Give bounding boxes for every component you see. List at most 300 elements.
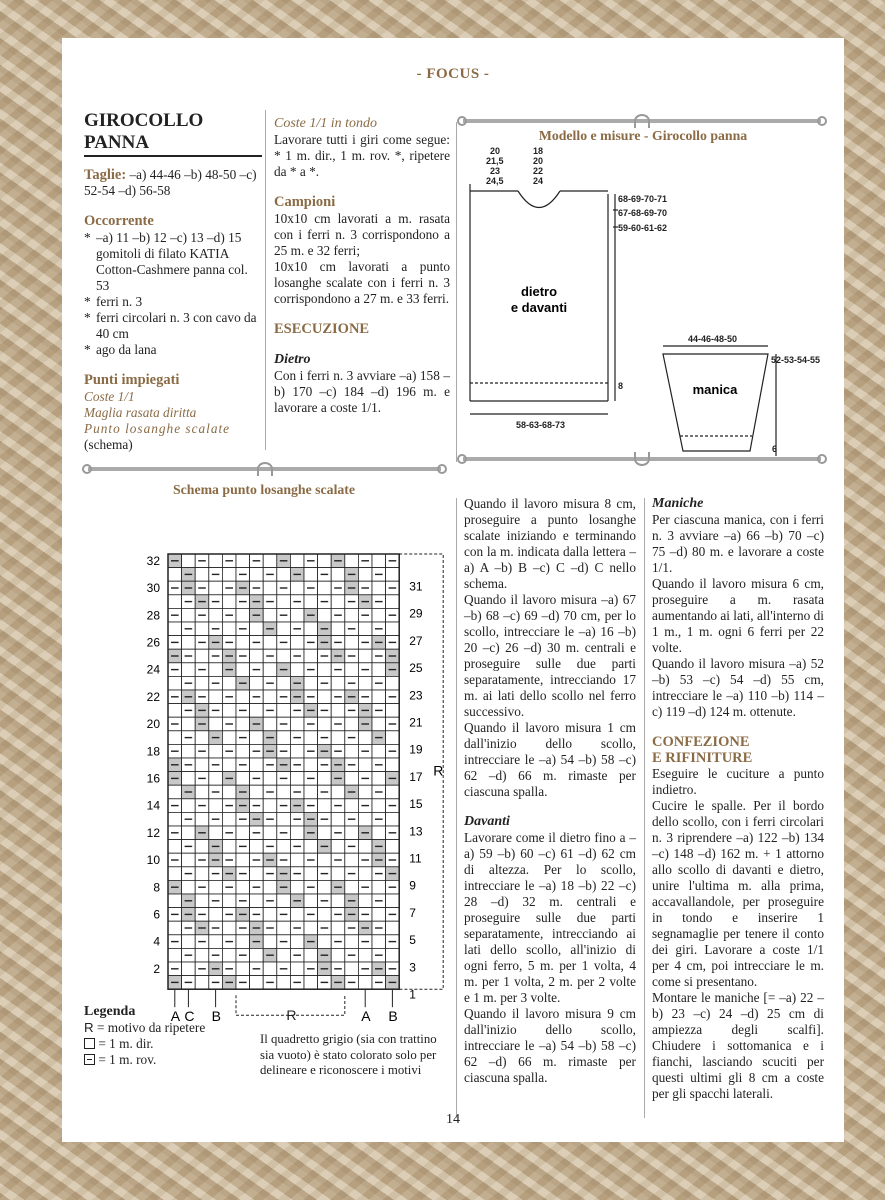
chart-cell xyxy=(372,826,386,840)
chart-cell xyxy=(304,568,318,582)
row-number-right: 9 xyxy=(409,878,416,893)
chart-cell xyxy=(331,731,345,745)
repeat-label: R xyxy=(433,762,444,779)
chart-cell xyxy=(318,880,332,894)
schema-title: Schema punto losanghe scalate xyxy=(172,482,356,497)
chart-cell xyxy=(250,948,264,962)
chart-cell xyxy=(345,744,359,758)
column-letter: A xyxy=(170,1008,181,1024)
divider xyxy=(644,498,645,1118)
chart-cell xyxy=(222,894,236,908)
chart-cell xyxy=(222,704,236,718)
chart-cell xyxy=(195,840,209,854)
chart-cell xyxy=(277,812,291,826)
material-item: * –a) 11 –b) 12 –c) 13 –d) 15 gomitoli di filato KATIA Cotton-Cashmere panna col. 53 xyxy=(84,230,262,294)
chart-cell xyxy=(318,663,332,677)
stitch-item: Maglia rasata diritta xyxy=(84,405,197,420)
chart-cell xyxy=(358,840,372,854)
row-number-right: 19 xyxy=(409,742,423,757)
chart-cell xyxy=(290,554,304,568)
chart-cell xyxy=(290,608,304,622)
chart-cell xyxy=(318,581,332,595)
chart-cell xyxy=(263,935,277,949)
chart-cell xyxy=(168,840,182,854)
chart-cell xyxy=(304,948,318,962)
chart-cell xyxy=(236,744,250,758)
chart-cell xyxy=(263,799,277,813)
chart-cell xyxy=(290,717,304,731)
row-number-right: 17 xyxy=(409,769,423,784)
chart-cell xyxy=(182,554,196,568)
chart-cell xyxy=(168,948,182,962)
model-diagram xyxy=(458,146,828,456)
chart-cell xyxy=(195,867,209,881)
legend-note: Il quadretto grigio (sia con trattino sia vuoto) è stato colorato solo per delineare e riconoscere i motivi xyxy=(260,1032,437,1077)
chart-cell xyxy=(277,921,291,935)
chart-cell xyxy=(386,568,400,582)
neck-left-num: 24,5 xyxy=(486,176,504,186)
chart-cell xyxy=(209,690,223,704)
chart-cell xyxy=(318,608,332,622)
chart-cell xyxy=(250,976,264,990)
chart-cell xyxy=(345,880,359,894)
chart-cell xyxy=(250,894,264,908)
chart-cell xyxy=(263,826,277,840)
chart-cell xyxy=(236,772,250,786)
chart-cell xyxy=(372,608,386,622)
stitch-item: Punto losanghe scalate xyxy=(84,421,231,436)
chart-cell xyxy=(250,758,264,772)
chart-cell xyxy=(277,568,291,582)
chart-cell xyxy=(386,840,400,854)
column-3 xyxy=(464,496,636,1086)
column-2 xyxy=(274,116,450,416)
repeat-label-bottom: R xyxy=(286,1007,297,1024)
chart-cell xyxy=(290,935,304,949)
row-number-right: 5 xyxy=(409,933,416,948)
body-label-1: dietro xyxy=(520,284,558,299)
column-letter: B xyxy=(388,1008,398,1024)
chart-cell xyxy=(290,581,304,595)
chart-cell xyxy=(236,935,250,949)
chart-cell xyxy=(182,608,196,622)
neck-right-num: 24 xyxy=(533,176,544,186)
row-number-left: 4 xyxy=(153,934,160,949)
chart-cell xyxy=(182,744,196,758)
chart-cell xyxy=(386,894,400,908)
chart-cell xyxy=(195,758,209,772)
chart-cell xyxy=(209,608,223,622)
chart-cell xyxy=(209,554,223,568)
chart-cell xyxy=(290,962,304,976)
row-number-left: 32 xyxy=(146,553,160,568)
ornament-top xyxy=(457,114,827,128)
chart-cell xyxy=(304,676,318,690)
sleeves-text-2: Quando il lavoro misura 6 cm, proseguire a m. rasata aumentando ai lati, all'interno di 1 m., 1 m. ogni 6 ferri per 22 volte. xyxy=(652,576,824,655)
ornament-mid-left xyxy=(82,462,447,476)
chart-cell xyxy=(263,581,277,595)
chart-cell xyxy=(358,758,372,772)
chart-cell xyxy=(304,595,318,609)
chart-cell xyxy=(236,962,250,976)
chart-cell xyxy=(318,853,332,867)
chart-cell xyxy=(222,840,236,854)
neck-left-num: 23 xyxy=(490,166,501,176)
chart-cell xyxy=(222,785,236,799)
row-number-left: 16 xyxy=(146,771,160,786)
column-1 xyxy=(84,110,262,453)
row-number-right: 29 xyxy=(409,606,423,621)
chart-cell xyxy=(372,799,386,813)
chart-cell xyxy=(331,894,345,908)
neck-left-num: 21,5 xyxy=(486,156,504,166)
chart-cell xyxy=(182,799,196,813)
chart-cell xyxy=(250,649,264,663)
chart-cell xyxy=(277,704,291,718)
chart-cell xyxy=(250,568,264,582)
chart-cell xyxy=(372,744,386,758)
chart-cell xyxy=(182,935,196,949)
chart-cell xyxy=(304,921,318,935)
chart-cell xyxy=(236,608,250,622)
chart-cell xyxy=(304,840,318,854)
chart-cell xyxy=(345,799,359,813)
chart-cell xyxy=(372,908,386,922)
chart-cell xyxy=(263,554,277,568)
materials-list xyxy=(84,230,262,358)
chart-cell xyxy=(182,636,196,650)
chart-cell xyxy=(209,908,223,922)
legend xyxy=(84,1004,254,1068)
chart-cell xyxy=(195,568,209,582)
chart-cell xyxy=(209,663,223,677)
height-3: 59-60-61-62 xyxy=(618,223,668,233)
column-4 xyxy=(652,496,824,1102)
back-text-cont: Quando il lavoro misura 8 cm, proseguire a punto losanghe scalate iniziando e terminando con la m. indicata dalla lettera –a) A –b) B –c) C –d) C nello schema. xyxy=(464,496,636,591)
finishing-text-1: Eseguire le cuciture a punto indietro. xyxy=(652,766,824,797)
chart-cell xyxy=(250,785,264,799)
chart-cell xyxy=(195,812,209,826)
gauge-label: Campioni xyxy=(274,194,336,210)
chart-cell xyxy=(358,867,372,881)
chart-cell xyxy=(236,663,250,677)
chart-cell xyxy=(304,649,318,663)
chart-cell xyxy=(222,812,236,826)
material-item: * ago da lana xyxy=(84,342,262,358)
chart-cell xyxy=(331,676,345,690)
chart-cell xyxy=(195,976,209,990)
chart-cell xyxy=(386,948,400,962)
chart-cell xyxy=(236,826,250,840)
row-number-left: 10 xyxy=(146,853,160,868)
row-number-right: 7 xyxy=(409,905,416,920)
chart-cell xyxy=(209,772,223,786)
chart-cell xyxy=(331,704,345,718)
chart-cell xyxy=(250,622,264,636)
row-number-left: 8 xyxy=(153,880,160,895)
stitch-chart xyxy=(92,514,452,1024)
front-text-2: Quando il lavoro misura 9 cm dall'inizio dello scollo, intrecciare le –a) 54 –b) 58 –c) 62 –d) 66 m. rimaste per ciascuna spalla. xyxy=(464,1006,636,1085)
chart-cell xyxy=(290,880,304,894)
chart-cell xyxy=(358,894,372,908)
chart-cell xyxy=(386,676,400,690)
model-title: Modello e misure - Girocollo panna xyxy=(538,128,748,143)
back-label: Dietro xyxy=(274,352,311,367)
chart-cell xyxy=(182,962,196,976)
neck-right-num: 22 xyxy=(533,166,544,176)
sleeves-text-1: Per ciascuna manica, con i ferri n. 3 avviare –a) 66 –b) 70 –c) 75 –d) 80 m. e lavorare a coste 1/1. xyxy=(652,512,824,575)
chart-cell xyxy=(331,595,345,609)
chart-cell xyxy=(358,976,372,990)
row-number-left: 6 xyxy=(153,907,160,922)
page-header: - FOCUS - xyxy=(416,66,490,82)
chart-cell xyxy=(277,840,291,854)
chart-cell xyxy=(372,935,386,949)
chart-cell xyxy=(290,853,304,867)
sleeve-rib: 6 xyxy=(772,444,778,454)
legend-text: = motivo da ripetere xyxy=(96,1020,206,1035)
body-label-2: e davanti xyxy=(510,300,568,315)
chart-cell xyxy=(386,758,400,772)
row-number-left: 24 xyxy=(146,662,160,677)
chart-cell xyxy=(195,894,209,908)
sleeves-text-3: Quando il lavoro misura –a) 52 –b) 53 –c) 54 –d) 55 cm, intrecciare le –a) 110 –b) 114 –c) 119 –d) 124 m. ottenute. xyxy=(652,656,824,719)
materials-label: Occorrente xyxy=(84,213,154,229)
chart-cell xyxy=(345,935,359,949)
chart-cell xyxy=(250,704,264,718)
legend-row-repeat xyxy=(84,1020,254,1036)
row-number-left: 22 xyxy=(146,689,160,704)
chart-cell xyxy=(168,785,182,799)
chart-cell xyxy=(331,812,345,826)
neck-right-num: 20 xyxy=(533,156,544,166)
chart-cell xyxy=(345,853,359,867)
page xyxy=(62,38,844,1142)
material-item: * ferri n. 3 xyxy=(84,294,262,310)
chart-cell xyxy=(386,785,400,799)
row-number-right: 3 xyxy=(409,960,416,975)
chart-cell xyxy=(345,663,359,677)
chart-cell xyxy=(304,622,318,636)
chart-cell xyxy=(318,717,332,731)
chart-cell xyxy=(318,554,332,568)
chart-cell xyxy=(318,908,332,922)
row-number-left: 28 xyxy=(146,608,160,623)
row-number-right: 21 xyxy=(409,715,423,730)
chart-cell xyxy=(318,772,332,786)
chart-cell xyxy=(358,785,372,799)
chart-cell xyxy=(331,568,345,582)
rib-round-text: Lavorare tutti i giri come segue: * 1 m. dir., 1 m. rov. *, ripetere da * a *. xyxy=(274,132,450,179)
chart-cell xyxy=(277,948,291,962)
chart-cell xyxy=(263,880,277,894)
chart-cell xyxy=(222,758,236,772)
chart-cell xyxy=(290,663,304,677)
chart-cell xyxy=(168,676,182,690)
chart-cell xyxy=(345,608,359,622)
chart-cell xyxy=(222,921,236,935)
chart-cell xyxy=(182,663,196,677)
chart-cell xyxy=(277,676,291,690)
neck-left-num: 20 xyxy=(490,146,501,156)
chart-cell xyxy=(263,636,277,650)
chart-cell xyxy=(386,731,400,745)
row-number-left: 26 xyxy=(146,635,160,650)
chart-cell xyxy=(277,649,291,663)
row-number-left: 14 xyxy=(146,798,160,813)
chart-cell xyxy=(331,622,345,636)
chart-cell xyxy=(290,744,304,758)
chart-cell xyxy=(222,622,236,636)
sleeves-label: Maniche xyxy=(652,496,704,511)
chart-cell xyxy=(263,663,277,677)
chart-cell xyxy=(304,976,318,990)
row-number-right: 11 xyxy=(409,851,422,866)
chart-cell xyxy=(372,880,386,894)
height-2: 67-68-69-70 xyxy=(618,208,668,218)
stitch-item: Coste 1/1 xyxy=(84,389,135,404)
chart-cell xyxy=(222,676,236,690)
page-number: 14 xyxy=(446,1112,460,1127)
column-letter: C xyxy=(184,1008,195,1024)
chart-cell xyxy=(304,894,318,908)
chart-cell xyxy=(263,908,277,922)
chart-cell xyxy=(182,826,196,840)
column-letter: A xyxy=(361,1008,371,1024)
rib-round-label: Coste 1/1 in tondo xyxy=(274,116,378,131)
chart-cell xyxy=(372,663,386,677)
chart-cell xyxy=(372,772,386,786)
chart-cell xyxy=(250,867,264,881)
front-label: Davanti xyxy=(464,814,510,829)
chart-cell xyxy=(277,731,291,745)
chart-cell xyxy=(195,731,209,745)
chart-cell xyxy=(277,595,291,609)
chart-cell xyxy=(331,921,345,935)
stitch-schema-ref: (schema) xyxy=(84,437,133,452)
back-text: Con i ferri n. 3 avviare –a) 158 –b) 170 –c) 184 –d) 196 m. e lavorare a coste 1/1. xyxy=(274,368,450,415)
knit-symbol xyxy=(84,1038,95,1049)
body-width: 58-63-68-73 xyxy=(516,420,566,430)
chart-cell xyxy=(290,826,304,840)
chart-cell xyxy=(236,717,250,731)
chart-cell xyxy=(345,554,359,568)
chart-cell xyxy=(263,717,277,731)
chart-cell xyxy=(277,622,291,636)
chart-cell xyxy=(263,962,277,976)
chart-cell xyxy=(331,840,345,854)
chart-cell xyxy=(250,840,264,854)
chart-cell xyxy=(358,731,372,745)
row-number-right: 27 xyxy=(409,633,423,648)
chart-cell xyxy=(263,608,277,622)
chart-cell xyxy=(195,649,209,663)
stitches-label: Punti impiegati xyxy=(84,372,180,388)
chart-cell xyxy=(277,976,291,990)
row-number-right: 13 xyxy=(409,824,423,839)
chart-cell xyxy=(209,826,223,840)
gauge-text-2: 10x10 cm lavorati a punto losanghe scalate con i ferri n. 3 corrispondono a 27 m. e 33 ferri. xyxy=(274,259,450,306)
chart-cell xyxy=(358,649,372,663)
row-number-left: 30 xyxy=(146,581,160,596)
chart-cell xyxy=(290,908,304,922)
chart-cell xyxy=(318,935,332,949)
chart-cell xyxy=(277,894,291,908)
chart-cell xyxy=(372,717,386,731)
chart-cell xyxy=(358,568,372,582)
chart-cell xyxy=(168,812,182,826)
chart-cell xyxy=(345,717,359,731)
chart-cell xyxy=(318,690,332,704)
chart-cell xyxy=(304,785,318,799)
chart-cell xyxy=(372,554,386,568)
chart-cell xyxy=(358,948,372,962)
back-text-cont: Quando il lavoro misura –a) 67 –b) 68 –c) 69 –d) 70 cm, per lo scollo, intrecciare le –a) 16 –b) 20 –c) 26 –d) 30 m. centrali e proseguire sulle due parti separatamente, intrecciando 17 m. ai lati dello scollo nel ferro successivo. xyxy=(464,592,636,719)
chart-cell xyxy=(345,772,359,786)
chart-cell xyxy=(209,717,223,731)
back-text-cont: Quando il lavoro misura 1 cm dall'inizio dello scollo, intrecciare le –a) 54 –b) 58 –c) 62 –d) 66 m. rimaste per ciascuna spalla. xyxy=(464,720,636,799)
chart-cell xyxy=(236,880,250,894)
row-number-right: 31 xyxy=(409,579,423,594)
chart-cell xyxy=(236,554,250,568)
chart-cell xyxy=(318,826,332,840)
finishing-text-2: Cucire le spalle. Per il bordo dello scollo, con i ferri circolari n. 3 riprendere –a) 122 –b) 134 –c) 148 –d) 162 m. + 1 attorno allo scollo di davanti e dietro, unire l'ultima m. alla prima, accavallandole, per proseguire in tondo e inserire 1 segnamaglie per tenere il conto dei giri. Lavorare a coste 1/1 per 4 cm, poi intrecciare le m. come si presentano. xyxy=(652,798,824,989)
sizes-text: –a) 44-46 –b) 48-50 –c) 52-54 –d) 56-58 xyxy=(84,167,257,198)
chart-cell xyxy=(236,636,250,650)
chart-cell xyxy=(386,595,400,609)
row-number-right: 23 xyxy=(409,688,423,703)
sleeve-label: manica xyxy=(692,382,738,397)
chart-cell xyxy=(318,799,332,813)
legend-text: = 1 m. rov. xyxy=(98,1052,157,1067)
chart-cell xyxy=(277,785,291,799)
legend-r-symbol: R xyxy=(84,1020,94,1035)
chart-cell xyxy=(372,690,386,704)
chart-cell xyxy=(331,785,345,799)
chart-cell xyxy=(358,622,372,636)
chart-cell xyxy=(182,853,196,867)
chart-cell xyxy=(372,581,386,595)
row-number-right: 1 xyxy=(409,987,416,1002)
rib-height: 8 xyxy=(618,381,624,391)
chart-cell xyxy=(168,622,182,636)
sleeve-height: 52-53-54-55 xyxy=(771,355,821,365)
legend-row-purl xyxy=(84,1052,254,1068)
chart-cell xyxy=(345,826,359,840)
chart-cell xyxy=(222,595,236,609)
chart-cell xyxy=(168,921,182,935)
row-number-left: 2 xyxy=(153,961,160,976)
legend-label: Legenda xyxy=(84,1004,136,1019)
chart-cell xyxy=(358,676,372,690)
chart-cell xyxy=(195,676,209,690)
legend-row-knit xyxy=(84,1036,254,1052)
chart-cell xyxy=(195,622,209,636)
chart-cell xyxy=(222,948,236,962)
chart-cell xyxy=(209,581,223,595)
chart-cell xyxy=(209,880,223,894)
chart-cell xyxy=(168,894,182,908)
chart-cell xyxy=(195,948,209,962)
finishing-label-2: E RIFINITURE xyxy=(652,750,753,766)
chart-cell xyxy=(168,595,182,609)
chart-cell xyxy=(250,676,264,690)
chart-cell xyxy=(222,731,236,745)
finishing-label-1: CONFEZIONE xyxy=(652,734,750,750)
material-item: * ferri circolari n. 3 con cavo da 40 cm xyxy=(84,310,262,342)
divider xyxy=(456,498,457,1118)
chart-cell xyxy=(236,690,250,704)
